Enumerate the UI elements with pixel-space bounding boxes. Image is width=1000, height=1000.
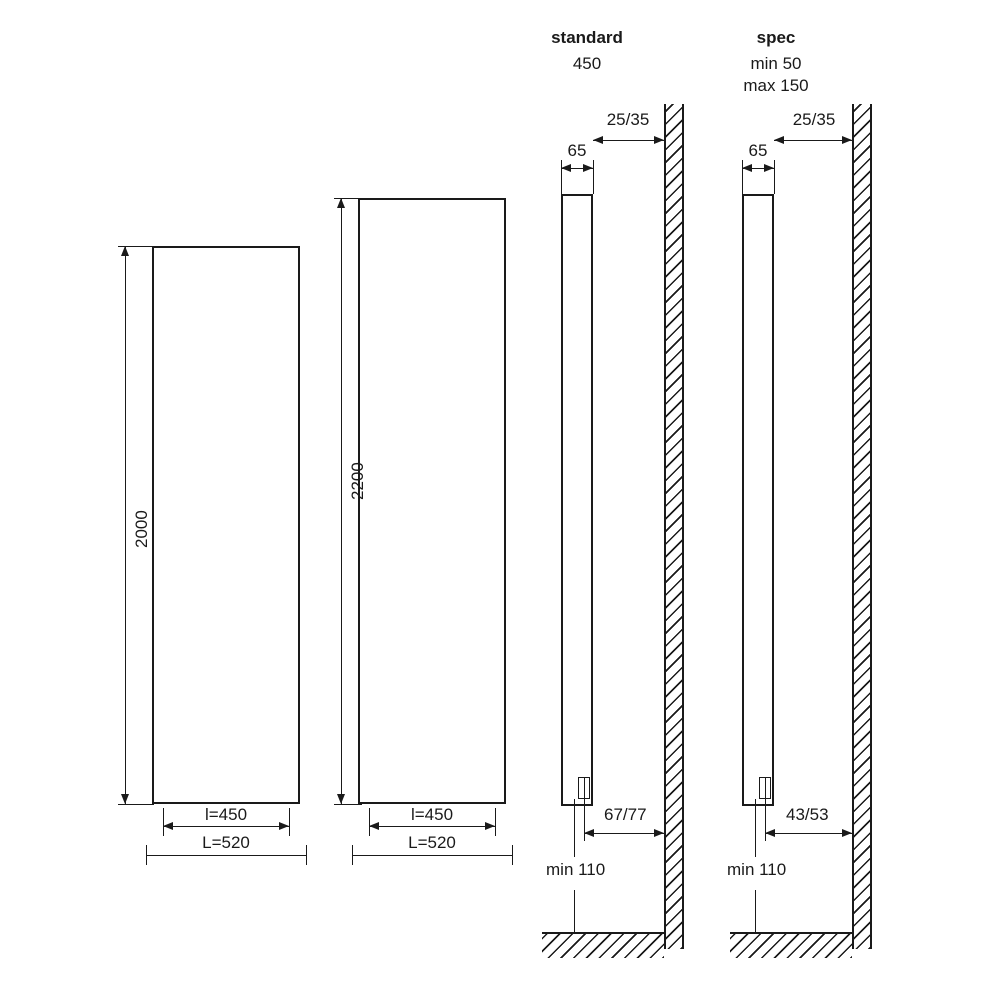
height-extension-top-2200 (334, 198, 362, 199)
bottom-offset-ext-spec (765, 799, 766, 841)
bottom-offset-line-spec (765, 833, 852, 834)
inner-width-line-2000 (163, 826, 289, 827)
inner-width-tick-right-2000 (289, 808, 290, 836)
standard-heading: standard (551, 28, 623, 47)
outer-width-label-2200: L=520 (402, 833, 462, 853)
floor-hatch-standard (542, 932, 664, 958)
inner-width-tick-left-2200 (369, 808, 370, 836)
outer-width-line-2000 (146, 855, 306, 856)
spec-heading-max: max 150 (743, 76, 809, 95)
wall-hatch-spec (852, 104, 872, 949)
bottom-offset-ext-standard (584, 799, 585, 841)
floor-height-line-spec (755, 890, 756, 932)
outer-width-line-2200 (352, 855, 512, 856)
wall-gap-label-spec: 25/35 (792, 110, 836, 129)
bottom-offset-arrow-right-standard (654, 829, 664, 837)
depth-arrow-left-spec (742, 164, 752, 172)
height-arrow-down-2200 (337, 794, 345, 804)
floor-height-ext-standard (574, 799, 575, 857)
outer-width-tick-left-2000 (146, 845, 147, 865)
inner-width-tick-left-2000 (163, 808, 164, 836)
connection-center-spec (765, 777, 766, 799)
inner-width-arrow-right-2000 (279, 822, 289, 830)
inner-width-line-2200 (369, 826, 495, 827)
height-arrow-up-2000 (121, 246, 129, 256)
depth-label-spec: 65 (748, 141, 768, 160)
wall-gap-arrow-left-spec (774, 136, 784, 144)
depth-ext-left-spec (742, 160, 743, 194)
connection-center-standard (584, 777, 585, 799)
floor-height-line-standard (574, 890, 575, 932)
bottom-offset-label-standard: 67/77 (604, 805, 647, 824)
outer-width-label-2000: L=520 (196, 833, 256, 853)
wall-hatch-standard (664, 104, 684, 949)
outer-width-tick-left-2200 (352, 845, 353, 865)
inner-width-arrow-right-2200 (485, 822, 495, 830)
depth-arrow-right-spec (764, 164, 774, 172)
height-extension-bottom-2200 (334, 804, 362, 805)
spec-heading-min: min 50 (750, 54, 802, 73)
depth-ext-left-standard (561, 160, 562, 194)
wall-gap-arrow-right-spec (842, 136, 852, 144)
radiator-side-view-spec (742, 194, 774, 806)
spec-heading: spec (756, 28, 796, 47)
height-label-2000: 2000 (132, 510, 151, 548)
height-extension-top-2000 (118, 246, 154, 247)
inner-width-arrow-left-2200 (369, 822, 379, 830)
depth-arrow-right-standard (583, 164, 593, 172)
radiator-side-view-standard (561, 194, 593, 806)
floor-height-label-spec: min 110 (727, 860, 787, 879)
height-dimension-line-2000 (125, 246, 126, 804)
inner-width-arrow-left-2000 (163, 822, 173, 830)
wall-gap-arrow-left-standard (593, 136, 603, 144)
height-arrow-up-2200 (337, 198, 345, 208)
floor-height-label-standard: min 110 (546, 860, 606, 879)
bottom-offset-arrow-left-spec (765, 829, 775, 837)
radiator-front-view-2200 (358, 198, 506, 804)
outer-width-tick-right-2000 (306, 845, 307, 865)
bottom-offset-line-standard (584, 833, 664, 834)
radiator-front-view-2000 (152, 246, 300, 804)
inner-width-label-2000: l=450 (200, 805, 252, 825)
height-arrow-down-2000 (121, 794, 129, 804)
depth-label-standard: 65 (567, 141, 587, 160)
inner-width-label-2200: l=450 (406, 805, 458, 825)
bottom-offset-arrow-right-spec (842, 829, 852, 837)
bottom-offset-arrow-left-standard (584, 829, 594, 837)
wall-gap-arrow-right-standard (654, 136, 664, 144)
height-dimension-line-2200 (341, 198, 342, 804)
floor-hatch-spec (730, 932, 852, 958)
inner-width-tick-right-2200 (495, 808, 496, 836)
depth-ext-right-spec (774, 160, 775, 194)
height-extension-bottom-2000 (118, 804, 154, 805)
depth-arrow-left-standard (561, 164, 571, 172)
standard-heading-value: 450 (572, 54, 602, 73)
wall-gap-label-standard: 25/35 (606, 110, 650, 129)
depth-ext-right-standard (593, 160, 594, 194)
bottom-offset-label-spec: 43/53 (786, 805, 829, 824)
floor-height-ext-spec (755, 799, 756, 857)
height-label-2200: 2200 (348, 462, 367, 500)
wall-gap-line-spec (774, 140, 852, 141)
outer-width-tick-right-2200 (512, 845, 513, 865)
